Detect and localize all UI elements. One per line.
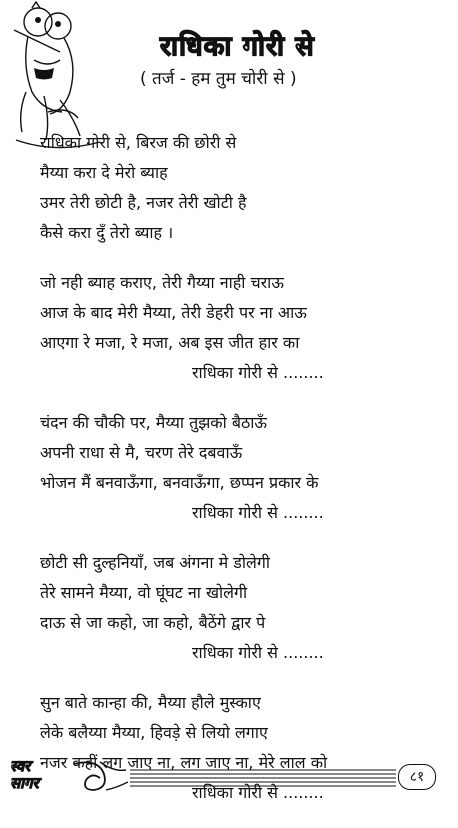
stanza [40, 128, 450, 248]
refrain-line: राधिका गोरी से ........ [192, 363, 324, 382]
lyric-line: राधिका गोरी से, बिरज की छोरी से [40, 133, 237, 152]
refrain-line: राधिका गोरी से ........ [192, 503, 324, 522]
staff-ornament-icon [60, 756, 400, 796]
lyric-line: भोजन मैं बनवाऊँगा, बनवाऊँगा, छप्पन प्रकार के [40, 473, 319, 492]
song-title: राधिका गोरी से [160, 31, 315, 62]
lyric-line: तेरे सामने मैय्या, वो घूंघट ना खोलेगी [40, 583, 248, 602]
lyric-line: चंदन की चौकी पर, मैय्या तुझको बैठाऊँ [40, 413, 267, 432]
refrain-line: राधिका गोरी से ........ [192, 783, 324, 802]
stanza [40, 268, 450, 388]
lyric-line: सुन बाते कान्हा की, मैय्या हौले मुस्काए [40, 693, 261, 712]
lyric-line: आएगा रे मजा, रे मजा, अब इस जीत हार का [40, 333, 300, 352]
brand-logo [10, 758, 80, 792]
lyric-line: छोटी सी दुल्हनियाँ, जब अंगना मे डोलेगी [40, 553, 271, 572]
brand-line: सागर [10, 774, 39, 792]
stanza [40, 408, 450, 528]
brand-line: स्वर [10, 757, 31, 775]
lyric-line: मैय्या करा दे मेरो ब्याह [40, 163, 168, 182]
stanza [40, 548, 450, 668]
lyric-line: कैसे करा दुँ तेरो ब्याह । [40, 223, 174, 242]
page-number: ८१ [398, 764, 436, 790]
lyrics [40, 128, 450, 828]
lyric-line: दाऊ से जा कहो, जा कहो, बैठेंगे द्वार पे [40, 613, 266, 632]
lyric-line: लेके बलैय्या मैय्या, हिवड़े से लियो लगाए [40, 723, 268, 742]
page-footer [0, 752, 458, 800]
lyric-line: नजर कहीं लग जाए ना, लग जाए ना, मेरे लाल को [40, 753, 328, 772]
refrain-line: राधिका गोरी से ........ [192, 643, 324, 662]
song-subtitle: ( तर्ज - हम तुम चोरी से ) [140, 69, 297, 89]
lyric-line: आज के बाद मेरी मैय्या, तेरी डेहरी पर ना आऊ [40, 303, 307, 322]
lyric-line: अपनी राधा से मै, चरण तेरे दबवाऊँ [40, 443, 243, 462]
lyric-line: उमर तेरी छोटी है, नजर तेरी खोटी है [40, 193, 247, 212]
lyric-line: जो नही ब्याह कराए, तेरी गैय्या नाही चराऊ [40, 273, 284, 292]
